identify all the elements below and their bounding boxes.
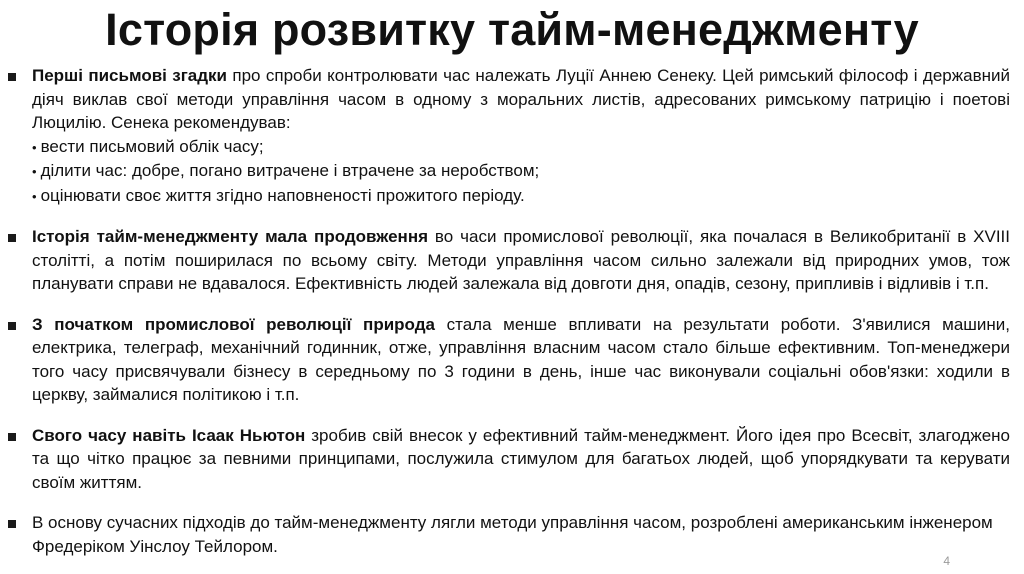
bullet-body: В основу сучасних підходів до тайм-менеджменту лягли методи управління часом, розроблені американським інженером Фредеріком Уінслоу Тейлором. <box>32 513 993 556</box>
bullet-text <box>32 313 1010 407</box>
bullet-bold-lead: З початком промислової революції природа <box>32 314 435 334</box>
square-bullet-icon <box>8 433 16 441</box>
bullet-text <box>32 424 1010 495</box>
dot-bullet-icon: • <box>32 188 37 204</box>
square-bullet-icon <box>8 73 16 81</box>
dot-bullet-icon: • <box>32 139 37 155</box>
bullet-text <box>32 64 1010 135</box>
bullet-bold-lead: Свого часу навіть Ісаак Ньютон <box>32 425 306 445</box>
bullet-text <box>32 511 1010 558</box>
square-bullet-icon <box>8 322 16 330</box>
sub-item <box>32 159 1010 184</box>
bullet-bold-lead: Перші письмові згадки <box>32 66 227 85</box>
square-bullet-icon <box>8 234 16 242</box>
slide-title: Історія розвитку тайм-менеджменту <box>105 4 919 55</box>
sub-item <box>32 184 1010 209</box>
square-bullet-icon <box>8 520 16 528</box>
bullet-bold-lead: Історія тайм-менеджменту мала продовження <box>32 227 429 246</box>
sub-item-text: ділити час: добре, погано витрачене і втрачене за неробством; <box>40 161 540 180</box>
bullet-body: во часи промислової революції, яка почалася в Великобританії в XVIII столітті, а потім поширилася по всьому світу. Методи управління часом сильно залежали від природних умов, тож планувати справи не вдавалося. Ефективність людей залежала від довготи дня, опадів, сезону, припливів і відливів і т.п. <box>32 227 1010 293</box>
bullet-body: стала менше впливати на результати роботи. З'явилися машини, електрика, телеграф, механічний годинник, отже, управління власним часом стало більше ефективним. Топ-менеджери того часу присвячували бізнесу в середньому по 3 години в день, інше час виконували соціальні обов'язки: ходили в церкву, займалися політикою і т.п. <box>32 314 1011 404</box>
slide-content <box>6 64 1010 558</box>
bullet-body: про спроби контролювати час належать Луції Аннею Сенеку. Цей римський філософ і державний діяч виклав свої методи управління часом в одному з моральних листів, адресованих римському патрицію і поетові Люцилію. Сенека рекомендував: <box>32 66 1010 132</box>
sub-item <box>32 135 1010 160</box>
bullet-block-5 <box>6 511 1010 558</box>
sub-item-text: оцінювати своє життя згідно наповненості прожитого періоду. <box>40 185 525 205</box>
bullet-text <box>32 225 1010 296</box>
bullet-body: зробив свій внесок у ефективний тайм-менеджмент. Його ідея про Всесвіт, злагоджено та що чітко працює за певними принципами, послужила стимулом для багатьох людей, щоб упорядкувати та керувати своїм життям. <box>32 425 1010 492</box>
page-number: 4 <box>943 554 950 568</box>
bullet-block-4 <box>6 424 1010 495</box>
bullet-block-2 <box>6 225 1010 296</box>
sub-item-text: вести письмовий облік часу; <box>40 136 264 156</box>
bullet-block-1 <box>6 64 1010 208</box>
dot-bullet-icon: • <box>32 164 37 179</box>
bullet-block-3 <box>6 313 1010 407</box>
